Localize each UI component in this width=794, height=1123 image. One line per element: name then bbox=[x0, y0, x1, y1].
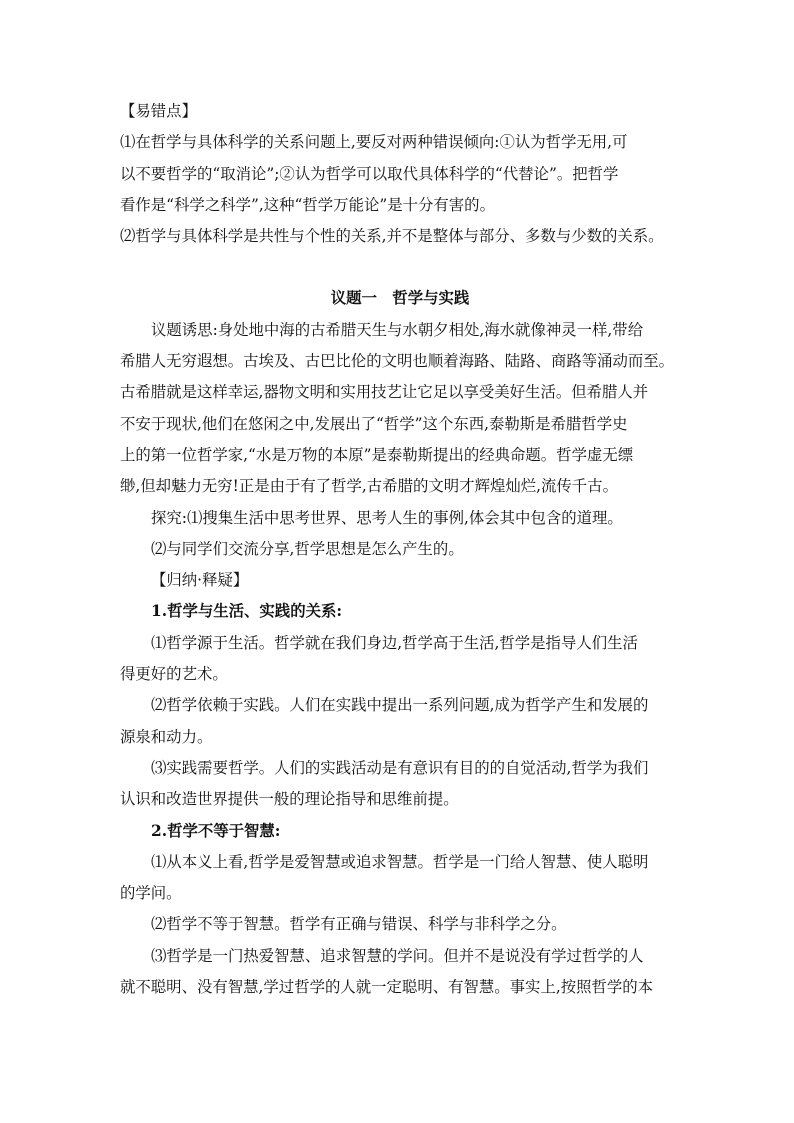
point-1-item: ⑴哲学源于生活。哲学就在我们身边,哲学高于生活,哲学是指导人们生活 bbox=[151, 633, 638, 652]
point-1-item: 认识和改造世界提供一般的理论指导和思维前提。 bbox=[120, 790, 459, 809]
error-point-line: ⑵哲学与具体科学是共性与个性的关系,并不是整体与部分、多数与少数的关系。 bbox=[120, 227, 664, 246]
point-2-item: 的学问。 bbox=[120, 884, 182, 903]
point-2-title: 2.哲学不等于智慧: bbox=[151, 821, 281, 840]
point-2-item: ⑴从本义上看,哲学是爱智慧或追求智慧。哲学是一门给人智慧、使人聪明 bbox=[151, 852, 649, 871]
topic-intro-line: 古希腊就是这样幸运,器物文明和实用技艺让它足以享受美好生活。但希腊人并 bbox=[120, 383, 649, 402]
point-2-item: ⑶哲学是一门热爱智慧、追求智慧的学问。但并不是说没有学过哲学的人 bbox=[151, 946, 644, 965]
topic-intro-line: 希腊人无穷遐想。古埃及、古巴比伦的文明也顺着海路、陆路、商路等涌动而至。 bbox=[120, 352, 675, 371]
topic-heading: 议题一 哲学与实践 bbox=[330, 289, 470, 308]
point-1-item: 源泉和动力。 bbox=[120, 727, 213, 746]
point-2-item: ⑵哲学不等于智慧。哲学有正确与错误、科学与非科学之分。 bbox=[151, 915, 567, 934]
topic-intro-line: 不安于现状,他们在悠闲之中,发展出了“哲学”这个东西,泰勒斯是希腊哲学史 bbox=[120, 414, 628, 433]
explore-question-1: 探究:⑴搜集生活中思考世界、思考人生的事例,体会其中包含的道理。 bbox=[151, 508, 623, 527]
point-1-item: ⑶实践需要哲学。人们的实践活动是有意识有目的的自觉活动,哲学为我们 bbox=[151, 758, 649, 777]
point-1-title: 1.哲学与生活、实践的关系: bbox=[151, 602, 343, 621]
error-point-line: 看作是“科学之科学”,这种“哲学万能论”是十分有害的。 bbox=[120, 195, 495, 214]
point-1-item: 得更好的艺术。 bbox=[120, 665, 228, 684]
topic-intro-line: 议题诱思:身处地中海的古希腊天生与水朝夕相处,海水就像神灵一样,带给 bbox=[151, 320, 644, 339]
summary-title: 【归纳·释疑】 bbox=[151, 571, 249, 590]
topic-intro-line: 缈,但却魅力无穷!正是由于有了哲学,古希腊的文明才辉煌灿烂,流传千古。 bbox=[120, 477, 618, 496]
error-point-line: ⑴在哲学与具体科学的关系问题上,要反对两种错误倾向:①认为哲学无用,可 bbox=[120, 133, 628, 152]
point-2-item: 就不聪明、没有智慧,学过哲学的人就一定聪明、有智慧。事实上,按照哲学的本 bbox=[120, 978, 654, 997]
error-point-line: 以不要哲学的“取消论”;②认为哲学可以取代具体科学的“代替论”。把哲学 bbox=[120, 164, 619, 183]
explore-question-2: ⑵与同学们交流分享,哲学思想是怎么产生的。 bbox=[151, 539, 464, 558]
point-1-item: ⑵哲学依赖于实践。人们在实践中提出一系列问题,成为哲学产生和发展的 bbox=[151, 696, 649, 715]
topic-intro-line: 上的第一位哲学家,“水是万物的本原”是泰勒斯提出的经典命题。哲学虚无缥 bbox=[120, 445, 634, 464]
document-page bbox=[120, 96, 680, 1003]
error-points-title: 【易错点】 bbox=[120, 102, 197, 120]
